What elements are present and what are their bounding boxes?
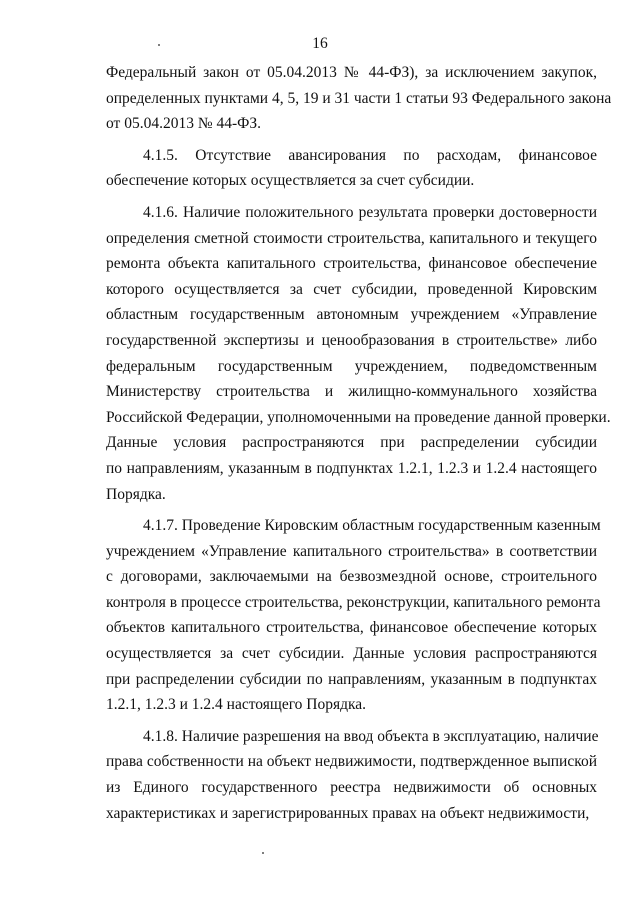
text-line: Министерству строительства и жилищно-коммунального хозяйства	[106, 383, 597, 401]
paragraph	[106, 724, 597, 826]
text-line: федеральным государственным учреждением, подведомственным	[106, 357, 597, 375]
text-line: от 05.04.2013 № 44-ФЗ.	[106, 115, 262, 133]
text-line: Данные условия распространяются при распределении субсидии	[106, 434, 597, 452]
text-line: государственной экспертизы и ценообразования в строительстве» либо	[106, 331, 597, 349]
text-line: контроля в процессе строительства, реконструкции, капитального ремонта	[106, 593, 601, 611]
scan-speck	[262, 852, 264, 854]
text-line: из Единого государственного реестра недвижимости об основных	[106, 779, 597, 797]
text-line: определенных пунктами 4, 5, 19 и 31 части 1 статьи 93 Федерального закона	[106, 89, 612, 107]
text-line: 4.1.7. Проведение Кировским областным государственным казенным	[143, 517, 601, 535]
text-line: 4.1.6. Наличие положительного результата проверки достоверности	[143, 203, 597, 221]
paragraph	[106, 143, 597, 194]
text-line: областным государственным автономным учреждением «Управление	[106, 306, 597, 324]
paragraph	[106, 60, 612, 137]
text-line: 4.1.5. Отсутствие авансирования по расходам, финансовое	[143, 146, 597, 164]
text-line: которого осуществляется за счет субсидии, проведенной Кировским	[106, 280, 597, 298]
text-line: объектов капитального строительства, финансовое обеспечение которых	[106, 619, 597, 637]
text-line: характеристиках и зарегистрированных правах на объект недвижимости,	[106, 804, 590, 822]
text-line: по направлениям, указанным в подпунктах 1.2.1, 1.2.3 и 1.2.4 настоящего	[106, 459, 597, 477]
text-line: Федеральный закон от 05.04.2013 № 44-ФЗ), за исключением закупок,	[106, 64, 597, 81]
text-line: ремонта объекта капитального строительства, финансовое обеспечение	[106, 255, 597, 273]
text-line: при распределении субсидии по направлениям, указанным в подпунктах	[106, 670, 597, 688]
paragraph	[106, 513, 601, 718]
text-line: 4.1.8. Наличие разрешения на ввод объекта в эксплуатацию, наличие	[143, 727, 599, 745]
text-line: 1.2.1, 1.2.3 и 1.2.4 настоящего Порядка.	[106, 696, 367, 714]
text-line: с договорами, заключаемыми на безвозмездной основе, строительного	[106, 568, 597, 586]
text-line: права собственности на объект недвижимости, подтвержденное выпиской	[106, 753, 597, 771]
text-line: осуществляется за счет субсидии. Данные условия распространяются	[106, 645, 597, 663]
text-line: определения сметной стоимости строительства, капитального и текущего	[106, 229, 597, 247]
page-number: 16	[312, 35, 328, 52]
document-body	[106, 60, 612, 826]
text-line: обеспечение которых осуществляется за счет субсидии.	[106, 172, 475, 190]
text-line: Российской Федерации, уполномоченными на проведение данной проверки.	[106, 408, 611, 426]
text-line: учреждением «Управление капитального строительства» в соответствии	[106, 542, 597, 560]
paragraph	[106, 200, 611, 507]
scan-speck	[158, 44, 160, 46]
text-line: Порядка.	[106, 485, 166, 503]
